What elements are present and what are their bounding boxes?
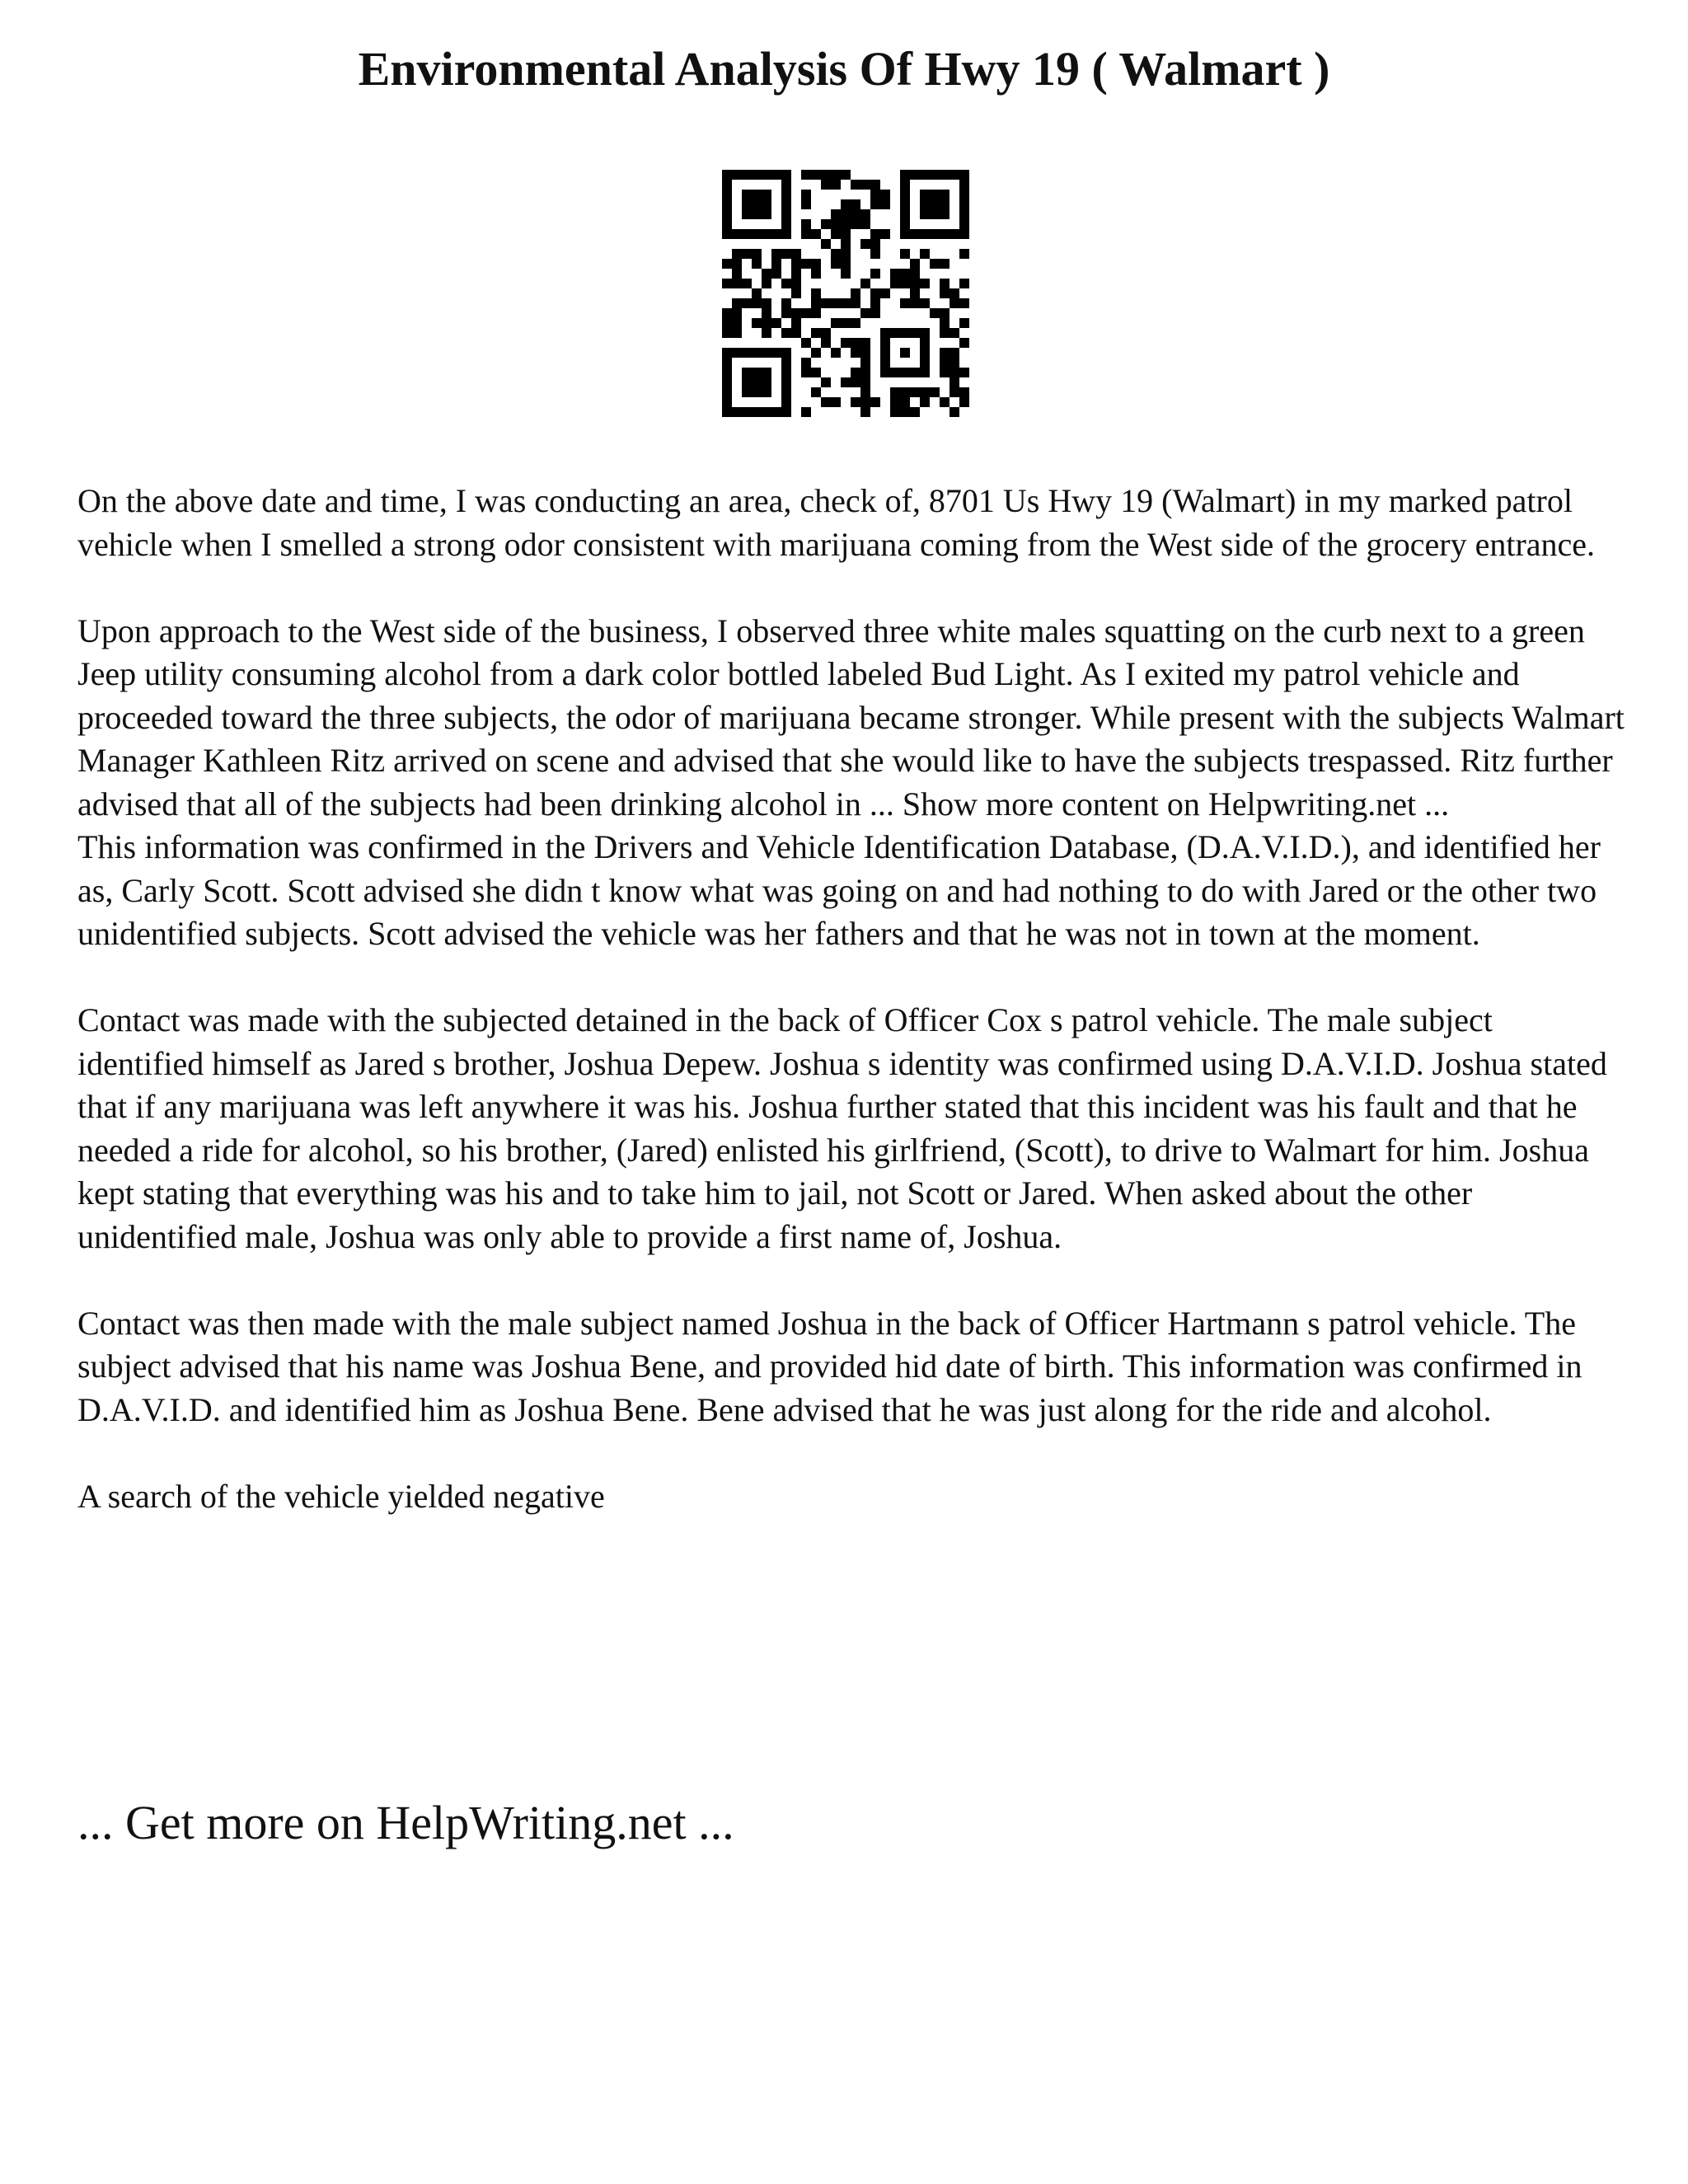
- paragraph-bene-contact: Contact was then made with the male subject named Joshua in the back of Officer Hartmann s patrol vehicle. The subject advised that his name was Joshua Bene, and provided hid date of birth. This information was confirmed in D.A.V.I.D. and identified him as Joshua Bene. Bene advised that he was just along for the ride and alcohol.: [77, 1304, 1582, 1428]
- paragraph-spacer: [77, 1432, 1627, 1475]
- paragraph-spacer: [77, 566, 1627, 610]
- paragraph-depew-contact: Contact was made with the subjected detained in the back of Officer Cox s patrol vehicle. The male subject identified himself as Jared s brother, Joshua Depew. Joshua s identity was confirmed using D.A.V.I.D. Joshua stated that if any marijuana was left anywhere it was his. Joshua further stated that this incident was his fault and that he needed a ride for alcohol, so his brother, (Jared) enlisted his girlfriend, (Scott), to drive to Walmart for him. Joshua kept stating that everything was his and to take him to jail, not Scott or Jared. When asked about the other unidentified male, Joshua was only able to provide a first name of, Joshua.: [77, 1001, 1607, 1255]
- paragraph-identification: This information was confirmed in the Drivers and Vehicle Identification Database, (D.A.V.I.D.), and identified her as, Carly Scott. Scott advised she didn t know what was going on and had nothing to do with Jared or the other two unidentified subjects. Scott advised the vehicle was her fathers and that he was not in town at the moment.: [77, 828, 1601, 952]
- paragraph-spacer: [77, 1258, 1627, 1302]
- get-more-link[interactable]: ... Get more on HelpWriting.net ...: [77, 1796, 734, 1849]
- page-title: Environmental Analysis Of Hwy 19 ( Walmart ): [358, 42, 1330, 96]
- paragraph-intro: On the above date and time, I was conducting an area, check of, 8701 Us Hwy 19 (Walmart) in my marked patrol vehicle when I smelled a strong odor consistent with marijuana coming from the West side of the grocery entrance.: [77, 482, 1596, 563]
- qr-code-icon: [722, 170, 969, 417]
- document-body: [77, 480, 1627, 1518]
- paragraph-search-result: A search of the vehicle yielded negative: [77, 1477, 605, 1515]
- paragraph-spacer: [77, 956, 1627, 1000]
- paragraph-approach: Upon approach to the West side of the business, I observed three white males squatting on the curb next to a green Jeep utility consuming alcohol from a dark color bottled labeled Bud Light. As I exited my patrol vehicle and proceeded toward the three subjects, the odor of marijuana became stronger. While present with the subjects Walmart Manager Kathleen Ritz arrived on scene and advised that she would like to have the subjects trespassed. Ritz further advised that all of the subjects had been drinking alcohol in ... Show more content on Helpwriting.net ...: [77, 612, 1625, 823]
